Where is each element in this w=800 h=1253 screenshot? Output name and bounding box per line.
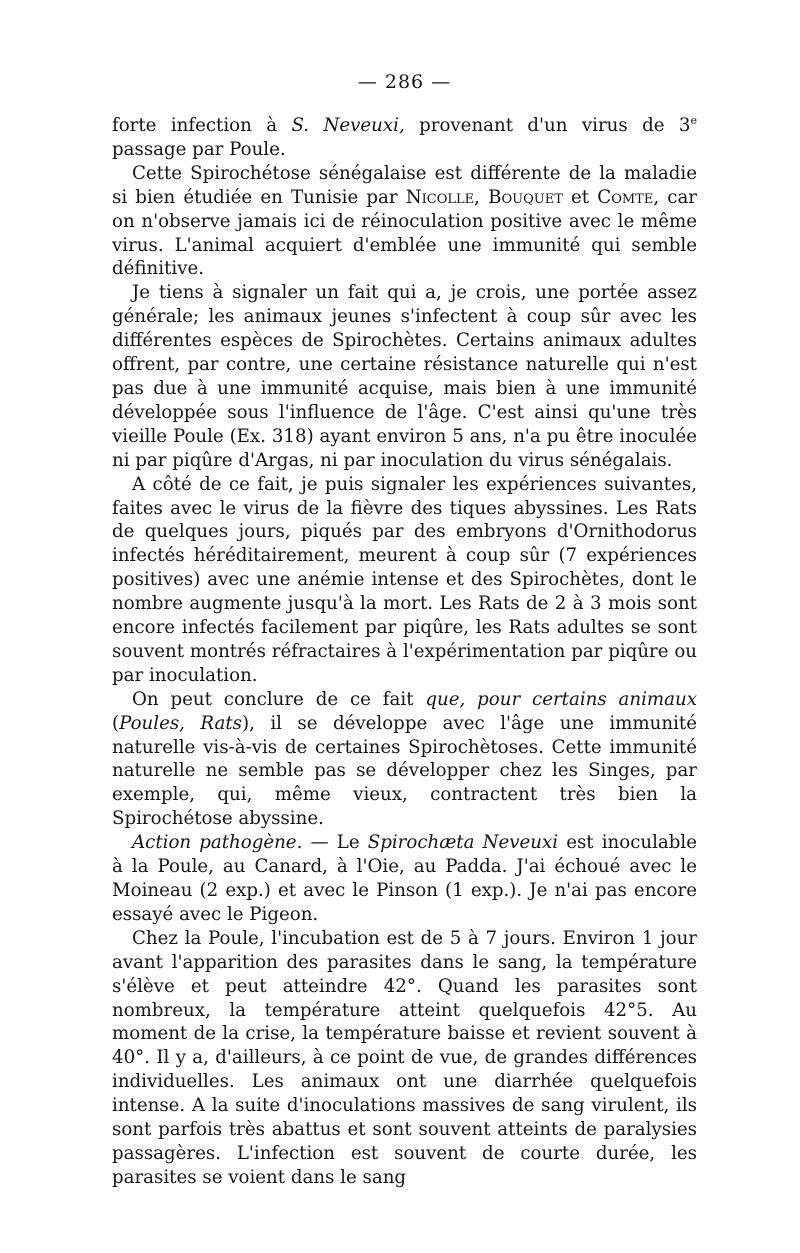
paragraph-7: Chez la Poule, l'incubation est de 5 à 7 jours. Environ 1 jour avant l'apparition des parasites dans le sang, la température s'élève et peut atteindre 42°. Quand les parasites sont nombreux, la température atteint quelquefois 42°5. Au moment de la crise, la température baisse et revient souvent à 40°. Il y a, d'ailleurs, à ce point de vue, de grandes différences individuelles. Les animaux ont une diarrhée quelquefois intense. A la suite d'inoculations massives de sang virulent, ils sont parfois très abattus et sont souvent atteints de paralysies passagères. L'infection est souvent de courte durée, les parasites se voient dans le sang [112,927,697,1188]
text-run: est inoculable à la Poule, au Canard, à l'Oie, au Padda. J'ai échoué avec le Moineau (2 exp.) et avec le Pinson (1 exp.). Je n'ai pas encore essayé avec le Pigeon. [112,832,698,925]
paragraph-1 [112,114,697,162]
text-run: passage par Poule. [112,138,286,160]
text-run: ), il se développe avec l'âge une immunité naturelle vis-à-vis de certaines Spirochètoses. Cette immunité naturelle ne semble pas se développer chez les Singes, par exemple, qui, même vieux, contractent très bien la Spirochétose abyssine. [112,712,697,830]
paragraph-4: A côté de ce fait, je puis signaler les expériences suivantes, faites avec le virus de la fièvre des tiques abyssines. Les Rats de quelques jours, piqués par des embryons d'Ornithodorus infectés héréditairement, meurent à coup sûr (7 expériences positives) avec une anémie intense et des Spirochètes, dont le nombre augmente jusqu'à la mort. Les Rats de 2 à 3 mois sont encore infectés facilement par piqûre, les Rats adultes se sont souvent montrés réfractaires à l'expérimentation par piqûre ou par inoculation. [112,473,697,686]
paragraph-6 [112,831,697,927]
document-page [112,70,697,1190]
section-heading: Action pathogène. [132,832,303,854]
paragraph-2 [112,162,697,282]
paragraph-5 [112,688,697,831]
text-run: Cette Spirochétose sénégalaise est différente de la maladie si bien étudiée en Tunisie par [112,162,697,208]
species-name: S. Neveuxi, [291,115,405,136]
paragraph-3: Je tiens à signaler un fait qui a, je crois, une portée assez générale; les animaux jeunes s'infectent à coup sûr avec les différentes espèces de Spirochètes. Certains animaux adultes offrent, par contre, une certaine résistance naturelle qui n'est pas due à une immunité acquise, mais bien à une immunité développée sous l'influence de l'âge. C'est ainsi qu'une très vieille Poule (Ex. 318) ayant environ 5 ans, n'a pu être inoculée ni par piqûre d'Argas, ni par inoculation du virus sénégalais. [112,282,697,471]
emphasis: que, pour certains animaux [425,688,697,710]
text-run: et [562,186,598,208]
text-run: — Le [302,832,368,854]
emphasis: Poules, Rats [119,712,243,734]
superscript: e [690,113,697,127]
author-name: Nicolle [405,186,475,208]
text-run: provenant d'un virus de 3 [404,115,691,136]
author-name: Comte [597,186,654,208]
text-run: , [474,186,489,208]
species-name: Spirochæta Neveuxi [367,832,559,854]
text-run: forte infection à [112,115,292,136]
text-run: , car on n'observe jamais ici de réinoculation positive avec le même virus. L'animal acquiert d'emblée une immunité qui semble définitive. [112,186,697,280]
author-name: Bouquet [488,186,563,208]
page-number: — 286 — [357,71,452,93]
text-run: On peut conclure de ce fait [132,688,426,710]
text-run: ( [112,712,120,734]
